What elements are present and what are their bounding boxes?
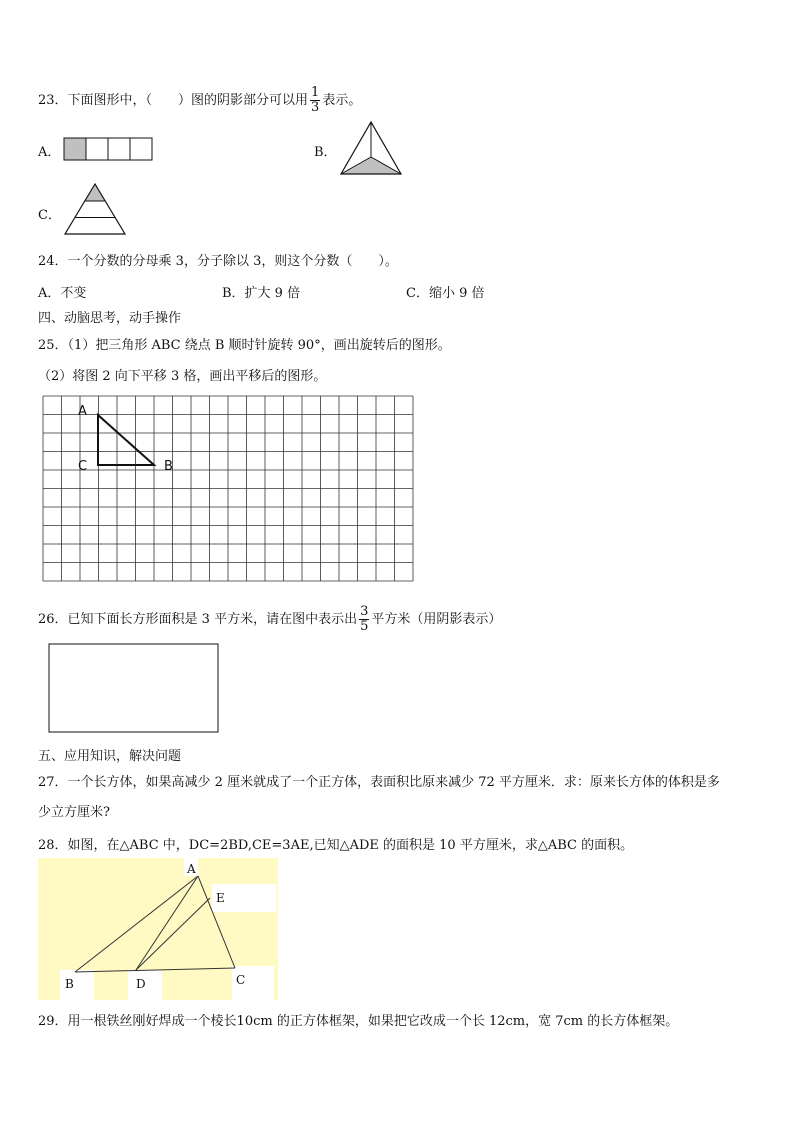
label-e: E: [216, 891, 225, 905]
q23-option-a-figure: [62, 136, 154, 162]
label-c: C: [78, 459, 88, 474]
q26-question: [38, 605, 501, 634]
q26-suffix: 平方米（用阴影表示）: [371, 612, 502, 627]
cell: [86, 138, 108, 160]
cell: [108, 138, 130, 160]
q23-suffix: 表示。: [322, 93, 362, 108]
shaded-top: [85, 184, 104, 201]
q23-fraction: [310, 86, 320, 115]
rectangle-outline: [49, 644, 218, 732]
q29-question: 29．用一根铁丝刚好焊成一个棱长10cm 的正方体框架，如果把它改成一个长 12cm，宽 7cm 的长方体框架。: [38, 1014, 679, 1029]
q23-frac-den: 3: [311, 100, 320, 115]
section-5-heading: 五、应用知识，解决问题: [38, 749, 182, 764]
q26-rectangle: [48, 643, 220, 735]
q23-option-b-label: B．: [314, 145, 337, 160]
q23-option-c-label: C．: [38, 208, 61, 223]
q28-question: 28．如图，在△ABC 中，DC=2BD,CE=3AE,已知△ADE 的面积是 10 平方厘米，求△ABC 的面积。: [38, 838, 634, 853]
q23-question: [38, 86, 361, 115]
section-4-heading: 四、动脑思考，动手操作: [38, 311, 182, 326]
q24-question: 24．一个分数的分母乘 3，分子除以 3，则这个分数（ ）。: [38, 254, 398, 269]
q23-option-c-figure: [62, 181, 128, 237]
shaded-cell: [64, 138, 86, 160]
q26-frac-num: 3: [360, 604, 369, 619]
label-c: C: [236, 973, 246, 987]
q23-prefix: 23．下面图形中，（ ）图的阴影部分可以用: [38, 93, 309, 108]
q27-line1: 27．一个长方体，如果高减少 2 厘米就成了一个正方体，表面积比原来减少 72 平方厘米．求：原来长方体的体积是多: [38, 775, 720, 790]
q25-part1: 25．（1）把三角形 ABC 绕点 B 顺时针旋转 90°，画出旋转后的图形。: [38, 338, 451, 353]
q25-part2: （2）将图 2 向下平移 3 格，画出平移后的图形。: [38, 369, 327, 384]
q28-triangle-figure: [38, 858, 278, 1000]
cell: [130, 138, 152, 160]
q23-option-a-label: A．: [38, 145, 61, 160]
q23-frac-num: 1: [311, 85, 320, 100]
label-d: D: [136, 977, 146, 991]
q26-frac-den: 5: [360, 619, 369, 634]
label-b: B: [65, 977, 74, 991]
q23-option-b-figure: [338, 119, 404, 177]
q25-grid-figure: [42, 395, 418, 585]
q24-option-a: A．不变: [38, 286, 87, 301]
q27-line2: 少立方厘米?: [38, 805, 110, 820]
q24-option-b: B．扩大 9 倍: [222, 286, 301, 301]
q24-option-c: C．缩小 9 倍: [406, 286, 485, 301]
label-b: B: [164, 459, 173, 474]
triangle-abc: [98, 415, 154, 465]
q26-fraction: [359, 605, 369, 634]
q26-prefix: 26．已知下面长方形面积是 3 平方米，请在图中表示出: [38, 612, 358, 627]
label-a: A: [187, 862, 196, 876]
label-a: A: [78, 404, 87, 419]
